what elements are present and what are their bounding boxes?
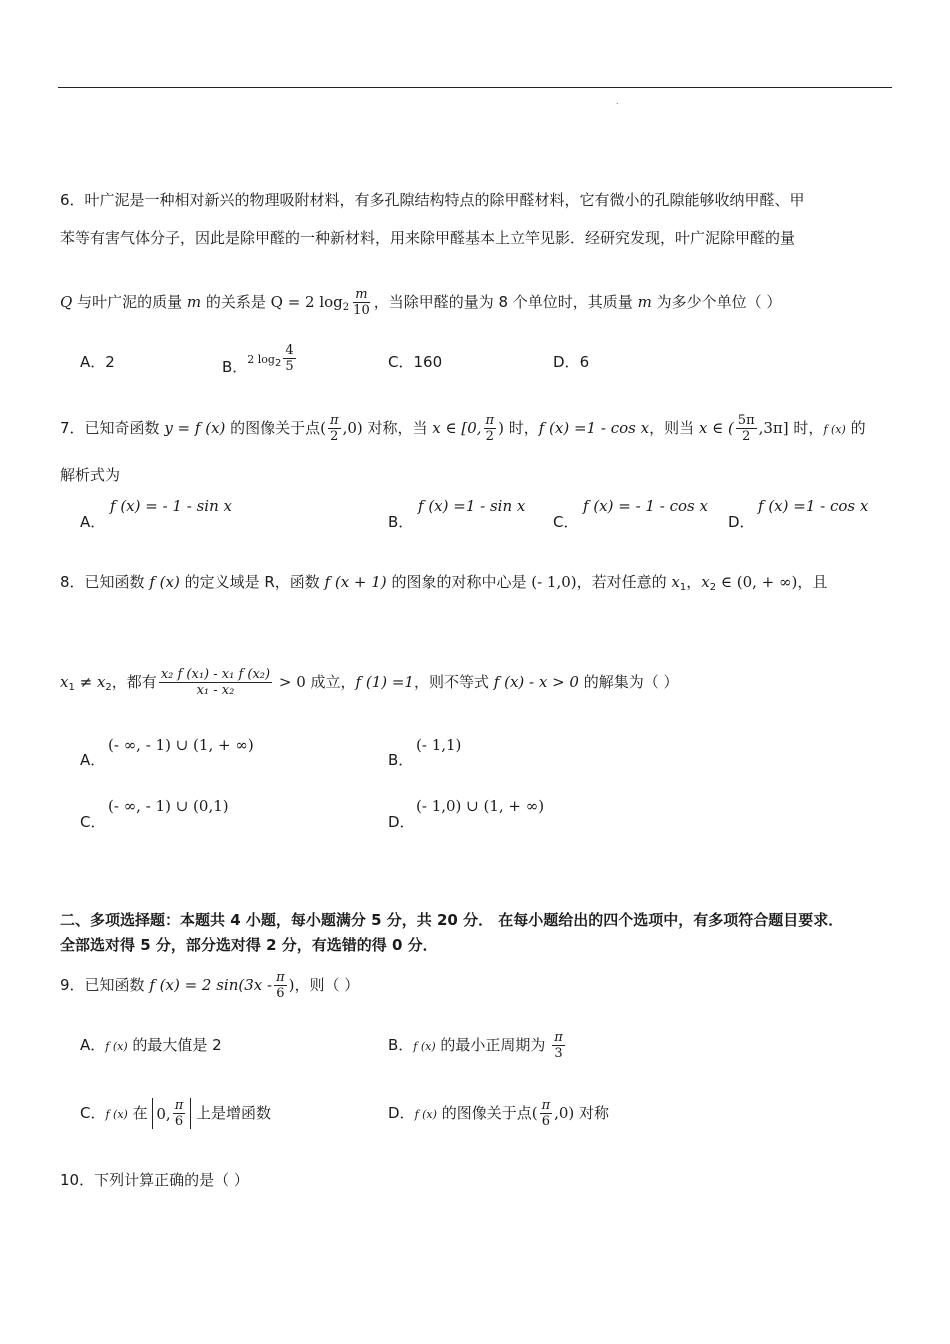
q8-option-a-label[interactable]: A． bbox=[80, 751, 106, 769]
q10-line1: 10．下列计算正确的是（ ） bbox=[60, 1171, 249, 1189]
q7-line2: 解析式为 bbox=[60, 466, 121, 484]
q8-option-c[interactable]: (- ∞, - 1) ∪ (0,1) bbox=[108, 797, 229, 815]
q6-text: 的关系是 bbox=[201, 293, 271, 311]
q6-text: 与叶广泥的质量 bbox=[72, 293, 187, 311]
q6-var-m: m bbox=[186, 293, 202, 311]
q7-option-b[interactable]: f (x) =1 - sin x bbox=[418, 497, 526, 515]
q8-option-a[interactable]: (- ∞, - 1) ∪ (1, + ∞) bbox=[108, 736, 254, 754]
q6-option-c[interactable]: C．160 bbox=[388, 353, 443, 371]
q7-option-d[interactable]: f (x) =1 - cos x bbox=[758, 497, 869, 515]
q6-line2: 苯等有害气体分子，因此是除甲醛的一种新材料，用来除甲醛基本上立竿见影．经研究发现，叶广泥除甲醛的量 bbox=[60, 229, 796, 247]
q8-option-c-label[interactable]: C． bbox=[80, 813, 106, 831]
q7-line1: 7．已知奇函数 y = f (x) 的图像关于点( $\frac{\pi}{2}$ ,0) 对称，当 x ∈ [0, $\frac{\pi}{2}$ ) 时，f (x) =1 - cos x，则当 x ∈ ( $\frac{5\pi}{2}$ ,3π] 时，f (x) 的 bbox=[60, 413, 866, 444]
q9-option-c[interactable]: C．f (x) 在 0, $\frac{\pi}{6}$ 上是增函数 bbox=[80, 1098, 272, 1129]
q6-text: ，当除甲醛的量为 8 个单位时，其质量 bbox=[373, 293, 638, 311]
q9-option-b[interactable]: B．f (x) 的最小正周期为 $\frac{\pi}{3}$ bbox=[388, 1030, 563, 1061]
q8-option-d[interactable]: (- 1,0) ∪ (1, + ∞) bbox=[416, 797, 545, 815]
section2-line2: 全部选对得 5 分，部分选对得 2 分，有选错的得 0 分． bbox=[60, 936, 438, 954]
q8-option-b[interactable]: (- 1,1) bbox=[416, 736, 462, 754]
q8-line1: 8．已知函数 f (x) 的定义域是 R，函数 f (x + 1) 的图象的对称中心是 (- 1,0)，若对任意的 $x_1$，$x_2$ ∈ (0, + ∞)，且 bbox=[60, 573, 828, 593]
q6-option-a[interactable]: A．2 bbox=[80, 353, 115, 371]
q6-text: 为多少个单位（ ） bbox=[651, 293, 782, 311]
header-rule bbox=[58, 87, 892, 88]
q6-line3 bbox=[60, 287, 781, 318]
q8-line2: $x_1 \ne x_2$，都有 $\frac{\text{x₂ f (x₁) - x₁ f (x₂)}}{\text{x₁ - x₂}}$ > 0 成立，f (1) =1，则不等式 f (x) - x > 0 的解集为（ ） bbox=[60, 667, 679, 698]
q6-option-b[interactable]: B．2 $\log_2$ $\frac{4}{5}$ bbox=[222, 343, 294, 376]
header-dot: . bbox=[616, 97, 619, 106]
q6-var-m: m bbox=[637, 293, 652, 311]
q6-line1: 6．叶广泥是一种相对新兴的物理吸附材料，有多孔隙结构特点的除甲醛材料，它有微小的孔隙能够收纳甲醛、甲 bbox=[60, 191, 805, 209]
q7-option-a[interactable]: f (x) = - 1 - sin x bbox=[110, 497, 232, 515]
q7-option-b-label[interactable]: B． bbox=[388, 513, 414, 531]
q7-option-a-label[interactable]: A． bbox=[80, 513, 106, 531]
section2-line1: 二、多项选择题：本题共 4 小题，每小题满分 5 分，共 20 分． 在每小题给出的四个选项中，有多项符合题目要求． bbox=[60, 911, 844, 929]
q6-option-d[interactable]: D．6 bbox=[553, 353, 590, 371]
q6-var-q: Q bbox=[60, 293, 73, 311]
q6-formula: Q = 2 $\log_2$ bbox=[270, 293, 350, 313]
q7-option-d-label[interactable]: D． bbox=[728, 513, 755, 531]
q7-option-c-label[interactable]: C． bbox=[553, 513, 579, 531]
q9-option-d[interactable]: D．f (x) 的图像关于点( $\frac{\pi}{6}$ ,0) 对称 bbox=[388, 1098, 610, 1129]
q9-option-a[interactable]: A．f (x) 的最大值是 2 bbox=[80, 1036, 222, 1054]
q8-option-d-label[interactable]: D． bbox=[388, 813, 415, 831]
q8-fraction: $\frac{\text{x₂ f (x₁) - x₁ f (x₂)}}{\text{x₁ - x₂}}$ bbox=[160, 667, 271, 698]
q7-option-c[interactable]: f (x) = - 1 - cos x bbox=[583, 497, 708, 515]
q8-option-b-label[interactable]: B． bbox=[388, 751, 414, 769]
q9-line1: 9．已知函数 f (x) = 2 sin(3x - $\frac{\pi}{6}$ )，则（ ） bbox=[60, 970, 360, 1001]
q6-formula-fraction: $\frac{m}{10}$ bbox=[353, 287, 370, 318]
